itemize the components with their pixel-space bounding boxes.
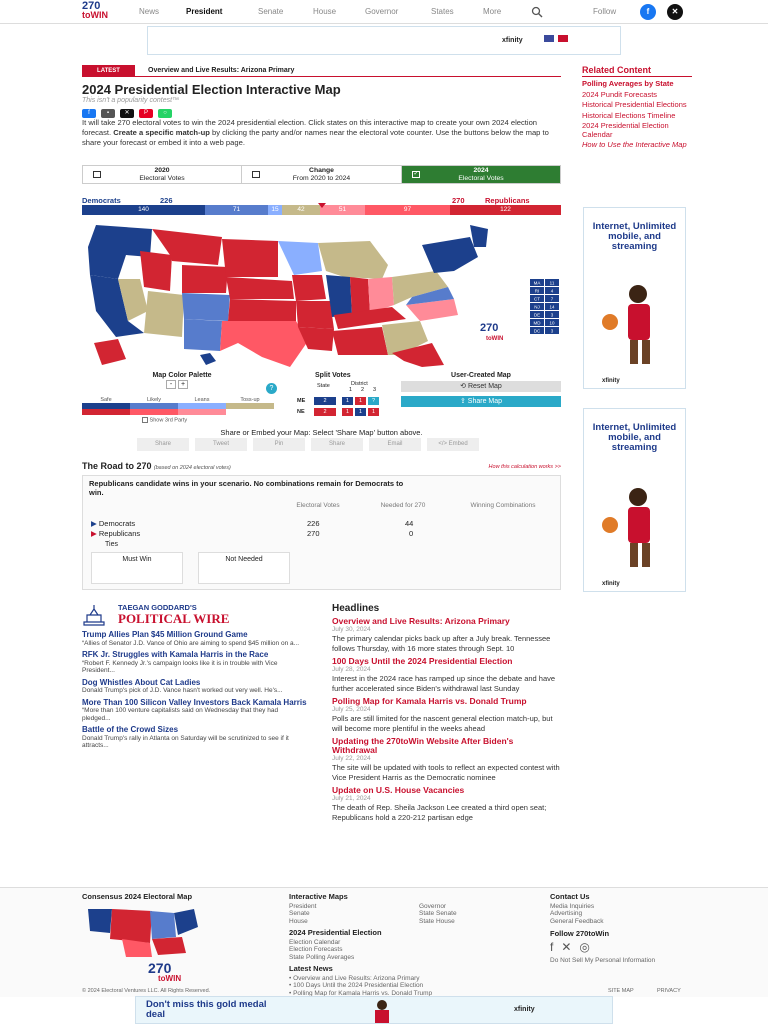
small-state-ev: 4	[550, 288, 554, 294]
footer-link[interactable]: Senate	[289, 910, 310, 917]
palette-col-tossup: Toss-up	[240, 397, 260, 403]
footer-link[interactable]: General Feedback	[550, 917, 604, 925]
related-link[interactable]: Historical Presidential Elections	[582, 100, 687, 109]
split-state-header: State	[317, 383, 330, 389]
footer-link[interactable]: President	[289, 902, 317, 910]
pw-item[interactable]	[82, 631, 307, 647]
related-link[interactable]: Historical Elections Timeline	[582, 110, 676, 120]
footer-social-icons[interactable]: f✕◎	[550, 939, 598, 954]
nav-president[interactable]: President	[186, 7, 223, 16]
pw-item[interactable]	[82, 699, 307, 723]
whatsapp-icon[interactable]: ○	[158, 109, 172, 118]
small-state-abbr: DC	[533, 328, 541, 334]
print-icon[interactable]: ▪	[101, 109, 115, 118]
rep-party-label[interactable]: Republicans	[485, 196, 530, 205]
dem-ev-count: 226	[160, 196, 173, 205]
pw-item-body: “Robert F. Kennedy Jr.'s campaign looks like it is in trouble with Vice President...	[82, 659, 278, 674]
split-cell[interactable]: 1	[342, 408, 353, 416]
map-logo-270: 270	[480, 322, 499, 334]
headlines-title: Headlines	[332, 603, 380, 614]
reset-label: Reset Map	[467, 383, 502, 390]
palette-rep-row[interactable]	[82, 409, 282, 415]
page-subtitle: This isn't a popularity contest™	[82, 97, 180, 104]
pw-item-title[interactable]: Dog Whistles About Cat Ladies	[82, 677, 201, 687]
small-state-abbr: CT	[534, 296, 540, 302]
intro-bold: Create a specific match-up	[113, 128, 210, 137]
split-district-1: 1	[349, 387, 353, 393]
pw-brand-top: TAEGAN GODDARD'S	[118, 603, 197, 612]
tab-title: Change	[309, 167, 334, 174]
footer-logo-270: 270	[148, 960, 172, 976]
side-ad-text: Internet, Unlimited mobile, and streaming	[592, 221, 677, 252]
split-district-header: District	[351, 381, 368, 387]
checkbox-icon[interactable]	[142, 417, 148, 423]
tab-title: 2020	[154, 167, 170, 174]
user-map-panel	[401, 372, 561, 407]
athlete-illustration	[598, 481, 674, 571]
state-me[interactable]	[470, 225, 488, 247]
state-ak[interactable]	[94, 339, 126, 365]
checkbox-icon	[252, 171, 260, 178]
related-link[interactable]: Polling Averages by State	[582, 79, 674, 88]
state-ms-al[interactable]	[332, 327, 388, 355]
footer-copyright: © 2024 Electoral Ventures LLC. All Rights Reserved.	[82, 988, 211, 994]
share-pin-button[interactable]: Pin	[253, 438, 305, 451]
headline-title[interactable]: 100 Days Until the 2024 Presidential Election	[332, 656, 513, 666]
score-seg-safe-r: 122	[450, 205, 561, 215]
state-wy[interactable]	[182, 265, 228, 293]
search-icon[interactable]	[531, 6, 543, 18]
side-ad-1[interactable]	[583, 207, 686, 389]
split-cell[interactable]: 1	[342, 397, 353, 405]
athlete-illustration	[598, 278, 674, 368]
footer-contact	[550, 893, 660, 964]
site-footer	[0, 887, 768, 997]
related-content	[582, 65, 692, 152]
footer-link[interactable]: Election Forecasts	[289, 946, 343, 953]
latest-headline[interactable]: Overview and Live Results: Arizona Primary	[148, 67, 295, 74]
latest-bar[interactable]	[82, 65, 561, 77]
score-seg-lean-r: 51	[320, 205, 365, 215]
pw-item-body: “More than 100 venture capitalists said on Wednesday that they had pledged...	[82, 707, 279, 722]
footer-consensus[interactable]	[82, 893, 202, 983]
share-map-button[interactable]: ⇪ Share Map	[401, 396, 561, 407]
donkey-icon: ▶	[91, 519, 97, 528]
facebook-share-icon[interactable]: f	[82, 109, 96, 118]
pw-item-body: Donald Trump's rally in Atlanta on Saturday will be scrutinized to see if it attracts...	[82, 734, 289, 749]
tab-sub: Electoral Votes	[458, 175, 504, 182]
split-title: Split Votes	[315, 372, 351, 379]
nav-senate[interactable]: Senate	[258, 7, 284, 16]
headline-date: July 22, 2024	[332, 755, 371, 762]
tab-2020[interactable]	[83, 166, 242, 183]
score-seg-likely-d: 71	[205, 205, 268, 215]
electoral-scorebar	[82, 196, 561, 215]
split-cell[interactable]: 2	[314, 408, 336, 416]
rep-ev-count: 270	[452, 196, 465, 205]
state-nm[interactable]	[184, 319, 222, 351]
palette-plus-button[interactable]: +	[178, 380, 188, 389]
state-tx-ok[interactable]	[220, 321, 308, 367]
pw-list	[82, 631, 307, 750]
pw-item[interactable]	[82, 651, 307, 675]
show-3rd-label: Show 3rd Party	[149, 417, 188, 424]
footer-news-link[interactable]: • 100 Days Until the 2024 Presidential Election	[289, 982, 424, 989]
footer-news-link[interactable]: • Overview and Live Results: Arizona Primary	[289, 974, 420, 982]
col-combos: Winning Combinations	[470, 502, 536, 509]
pw-item-title[interactable]: More Than 100 Silicon Valley Investors Back Kamala Harris	[82, 697, 307, 707]
ad-brand: xfinity	[502, 37, 523, 44]
share-label: Share Map	[467, 398, 503, 405]
road-to-270-header	[82, 461, 561, 471]
small-state-ev: 11	[549, 280, 555, 286]
road-to-270-box	[82, 475, 561, 590]
headline-title[interactable]: Overview and Live Results: Arizona Primary	[332, 616, 510, 626]
small-state-ev: 14	[549, 304, 555, 310]
logo-top: 270	[82, 0, 101, 12]
side-ad-brand: xfinity	[602, 378, 620, 384]
pw-item-title[interactable]: Battle of the Crowd Sizes	[82, 725, 179, 734]
share-facebook-button[interactable]: Share	[137, 438, 189, 451]
not-needed-box: Not Needed	[198, 552, 290, 584]
split-row-ne: NE	[297, 409, 305, 415]
footer-heading: Interactive Maps	[289, 892, 348, 901]
must-win-box: Must Win	[91, 552, 183, 584]
side-ad-brand: xfinity	[602, 581, 620, 587]
map-tabs	[82, 165, 561, 184]
pw-item-body: “Allies of Senator J.D. Vance of Ohio are aiming to spend $45 million on a...	[82, 639, 300, 647]
capitol-icon	[82, 603, 106, 627]
col-ev: Electoral Votes	[296, 502, 340, 509]
dem-row-label	[91, 519, 135, 528]
split-district-2: 2	[361, 387, 365, 393]
headlines-section	[332, 603, 561, 826]
state-ks[interactable]	[228, 299, 296, 321]
headline-body: Polls are still limited for the nascent general election match-up, but will become more plentiful in the weeks ahead	[332, 714, 553, 733]
page-title: 2024 Presidential Election Interactive Map	[82, 82, 341, 97]
footer-link[interactable]: State Polling Averages	[289, 953, 355, 961]
palette-col-leans: Leans	[194, 397, 210, 403]
share-email-button[interactable]: Email	[369, 438, 421, 451]
share-embed-text: Share or Embed your Map: Select 'Share Map' button above.	[220, 428, 423, 437]
pinterest-icon[interactable]: P	[139, 109, 153, 118]
nav-more[interactable]: More	[483, 7, 502, 16]
intro-paragraph	[82, 118, 560, 148]
nav-news[interactable]: News	[139, 7, 160, 16]
small-state-abbr: NJ	[534, 304, 540, 310]
state-mn[interactable]	[278, 241, 322, 275]
share-button-row	[137, 438, 485, 451]
palette-title: Map Color Palette	[152, 372, 212, 379]
headline-body: The site will be updated with tools to reflect an expected contest with Vice President Harris as the Democratic nominee	[332, 763, 560, 782]
tab-sub: Electoral Votes	[139, 175, 185, 182]
rep-row-label	[91, 529, 140, 538]
footer-logo-towin: toWIN	[158, 974, 182, 983]
elephant-icon: ▶	[91, 529, 97, 538]
dem-party-label[interactable]: Democrats	[82, 196, 121, 205]
pw-brand: POLITICAL WIRE	[118, 611, 230, 626]
privacy-link[interactable]: PRIVACY	[657, 988, 681, 994]
footer-heading: 2024 Presidential Election	[289, 928, 382, 937]
palette-col-safe: Safe	[100, 397, 112, 403]
bottom-ad-text: Don't miss this gold medal deal	[146, 999, 267, 1020]
small-state-abbr: MD	[533, 320, 541, 326]
intro-text-2: by clicking the party and/or names near the electoral vote counter. Use the buttons below the map to share your forecast or embed it into a web page.	[82, 128, 549, 147]
footer-links	[289, 893, 539, 997]
pw-item-body: Donald Trump's pick of J.D. Vance hasn't worked out very well. He's...	[82, 687, 283, 694]
rep-ev: 270	[307, 529, 320, 538]
bottom-ad-banner[interactable]	[135, 996, 613, 1024]
score-seg-tossup: 42	[282, 205, 320, 215]
usermap-title: User-Created Map	[451, 372, 511, 379]
state-nd-sd[interactable]	[222, 239, 278, 277]
split-cell[interactable]: 1	[355, 408, 366, 416]
split-row-me: ME	[297, 398, 306, 404]
checkbox-icon	[93, 171, 101, 178]
top-nav	[0, 0, 768, 24]
palette-minus-button[interactable]: -	[166, 380, 176, 389]
small-state-ev: 10	[549, 320, 555, 326]
split-cell[interactable]: 1	[355, 397, 366, 405]
follow-label: Follow	[593, 7, 617, 16]
palette-col-likely: Likely	[146, 397, 162, 403]
score-seg-safe-d: 140	[82, 205, 205, 215]
tab-change[interactable]	[242, 166, 402, 183]
footer-link[interactable]: State House	[419, 917, 455, 925]
site-logo[interactable]	[82, 2, 116, 21]
footer-news-text: Polling Map for Kamala Harris vs. Donald Trump	[293, 989, 433, 997]
intro-text-1: It will take 270 electoral votes to win the 2024 presidential election. Click states on this interactive map to create your own 2024 election forecast.	[82, 118, 538, 137]
us-electoral-map[interactable]	[82, 215, 561, 367]
side-ad-text: Internet, Unlimited mobile, and streaming	[592, 422, 677, 453]
x-share-icon[interactable]: ✕	[120, 109, 134, 118]
nav-governor[interactable]: Governor	[365, 7, 399, 16]
pw-item-title[interactable]: RFK Jr. Struggles with Kamala Harris in the Race	[82, 650, 269, 659]
show-3rd-party-toggle[interactable]	[82, 417, 282, 423]
headline-date: July 30, 2024	[332, 626, 371, 633]
dem-needed: 44	[405, 519, 414, 528]
road-title: The Road to 270	[82, 461, 152, 471]
headline-body: The death of Rep. Sheila Jackson Lee created a third open seat; Republicans hold a 220-212 partisan edge	[332, 803, 547, 822]
footer-news-text: Overview and Live Results: Arizona Primary	[293, 974, 420, 982]
athlete-illustration	[362, 999, 402, 1023]
footer-link[interactable]: Media Inquiries	[550, 902, 595, 910]
sitemap-link[interactable]: SITE MAP	[608, 988, 634, 994]
logo-bottom: toWIN	[82, 10, 108, 20]
headline-title[interactable]: Polling Map for Kamala Harris vs. Donald Trump	[332, 696, 527, 706]
tab-2024[interactable]	[402, 166, 560, 183]
state-id-ut[interactable]	[140, 251, 172, 291]
footer-news-link[interactable]: • Polling Map for Kamala Harris vs. Donald Trump	[289, 989, 433, 997]
state-in[interactable]	[350, 277, 370, 315]
split-district-3: 3	[373, 387, 377, 393]
footer-heading: Latest News	[289, 964, 333, 973]
small-state-abbr: RI	[534, 288, 540, 294]
share-tweet-button[interactable]: Tweet	[195, 438, 247, 451]
midpoint-marker	[318, 203, 326, 208]
headline-body: The primary calendar picks back up after a July break. Tennessee follows Thursday, with 16 more states through Sept. 10	[332, 634, 551, 653]
footer-heading: Contact Us	[550, 892, 590, 901]
share-whatsapp-button[interactable]: Share	[311, 438, 363, 451]
footer-heading: Follow 270toWin	[550, 929, 610, 938]
headline-body: Interest in the 2024 race has ramped up since the debate and have further accelerated since Biden's withdrawal last Sunday	[332, 674, 556, 693]
split-cell[interactable]: ?	[368, 397, 379, 405]
map-logo-towin: toWIN	[486, 336, 504, 342]
pw-item[interactable]	[82, 726, 307, 750]
dnsmpi-link[interactable]: Do Not Sell My Personal Information	[550, 956, 656, 964]
footer-link[interactable]: Election Calendar	[289, 938, 341, 946]
related-link[interactable]: 2024 Presidential Election Calendar	[582, 121, 669, 139]
pw-item[interactable]	[82, 679, 307, 695]
pw-item-title[interactable]: Trump Allies Plan $45 Million Ground Game	[82, 630, 248, 639]
state-hi[interactable]	[200, 353, 216, 365]
headline-date: July 25, 2024	[332, 706, 371, 713]
bottom-ad-brand: xfinity	[514, 1006, 535, 1013]
footer-link[interactable]: House	[289, 917, 308, 925]
related-link[interactable]: How to Use the Interactive Map	[582, 140, 687, 149]
footer-consensus-title: Consensus 2024 Electoral Map	[82, 892, 193, 901]
share-icon-row	[82, 107, 177, 118]
flag-icon	[544, 35, 554, 42]
state-ny-ne[interactable]	[422, 237, 478, 273]
footer-news-text: 100 Days Until the 2024 Presidential Election	[293, 982, 424, 989]
headline-date: July 28, 2024	[332, 666, 371, 673]
headline-item[interactable]	[332, 617, 561, 653]
road-summary: Republicans candidate wins in your scenario. No combinations remain for Democrats to win.	[89, 479, 404, 497]
dem-ev: 226	[307, 519, 320, 528]
split-cell[interactable]: 2	[314, 397, 336, 405]
headline-item[interactable]	[332, 697, 561, 733]
nav-states[interactable]: States	[431, 7, 454, 16]
headline-item[interactable]	[332, 786, 561, 822]
state-wi-mi[interactable]	[318, 241, 388, 279]
ties-label: Ties	[105, 541, 118, 548]
share-embed-button[interactable]: </> Embed	[427, 438, 479, 451]
small-state-ev: 3	[550, 312, 554, 318]
state-ia[interactable]	[292, 275, 326, 301]
split-cell[interactable]: 1	[368, 408, 379, 416]
nav-house[interactable]: House	[313, 7, 337, 16]
related-link[interactable]: 2024 Pundit Forecasts	[582, 89, 658, 99]
small-state-ev: 3	[550, 328, 554, 334]
side-ad-2[interactable]	[583, 408, 686, 592]
top-ad-banner[interactable]	[147, 26, 621, 55]
small-state-ev: 7	[550, 296, 554, 302]
state-co[interactable]	[182, 293, 230, 321]
related-title: Related Content	[582, 65, 692, 77]
check-icon: ✓	[413, 171, 419, 177]
consensus-map-thumb[interactable]	[82, 903, 202, 959]
state-mo[interactable]	[296, 301, 334, 329]
headline-date: July 21, 2024	[332, 795, 371, 802]
political-wire-logo[interactable]	[82, 603, 307, 629]
headline-item[interactable]	[332, 737, 561, 782]
facebook-icon[interactable]: f	[640, 4, 656, 20]
rep-party: Republicans	[98, 529, 141, 538]
score-seg-lean-d: 15	[268, 205, 282, 215]
headline-item[interactable]	[332, 657, 561, 693]
col-needed: Needed for 270	[380, 502, 426, 509]
footer-link[interactable]: State Senate	[419, 910, 457, 917]
score-seg-likely-r: 97	[365, 205, 450, 215]
state-ne[interactable]	[226, 277, 294, 299]
rep-needed: 0	[409, 529, 414, 538]
footer-link[interactable]: Governor	[419, 902, 447, 910]
calc-link[interactable]: How this calculation works >>	[488, 464, 561, 470]
color-palette-panel	[82, 372, 282, 423]
reset-map-button[interactable]: ⟲ Reset Map	[401, 381, 561, 392]
flag-icon	[558, 35, 568, 42]
latest-tag: LATEST	[82, 65, 135, 77]
small-state-abbr: MA	[533, 280, 541, 286]
political-wire-section	[82, 603, 307, 754]
tab-title: 2024	[473, 167, 489, 174]
state-az[interactable]	[144, 291, 184, 337]
road-note: (based on 2024 electoral votes)	[153, 465, 231, 471]
dem-party: Democrats	[98, 519, 136, 528]
small-state-abbr: DE	[533, 312, 541, 318]
tab-sub: From 2020 to 2024	[292, 175, 351, 182]
footer-link[interactable]: Advertising	[550, 910, 583, 917]
x-icon[interactable]: ✕	[667, 4, 683, 20]
headline-title[interactable]: Updating the 270toWin Website After Biden's Withdrawal	[332, 736, 514, 755]
headline-title[interactable]: Update on U.S. House Vacancies	[332, 785, 465, 795]
help-icon[interactable]: ?	[266, 383, 277, 394]
